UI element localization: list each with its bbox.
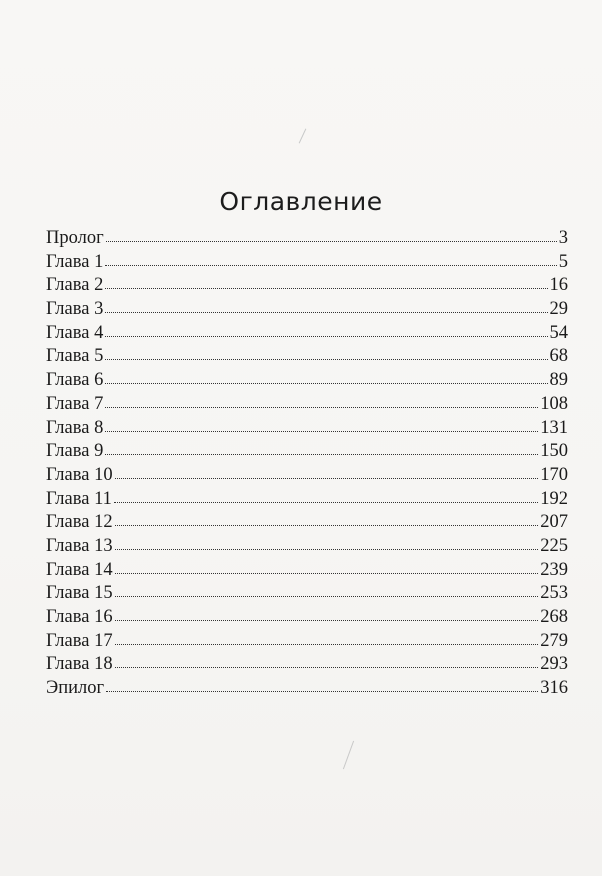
toc-entry-label: Глава 5 xyxy=(46,346,104,367)
toc-entry-label: Глава 1 xyxy=(46,251,104,272)
toc-entry-label: Глава 7 xyxy=(46,393,104,414)
paper-scratch-mark xyxy=(343,741,354,770)
toc-entry xyxy=(46,511,568,535)
toc-entry-page: 108 xyxy=(540,393,568,414)
toc-entry-page: 239 xyxy=(540,559,568,580)
toc-entry xyxy=(46,274,568,298)
toc-dot-leader xyxy=(115,666,539,668)
toc-entry-page: 89 xyxy=(549,370,568,391)
toc-entry-page: 225 xyxy=(540,535,568,556)
toc-dot-leader xyxy=(115,524,539,526)
toc-dot-leader xyxy=(106,240,557,242)
toc-entry-label: Глава 8 xyxy=(46,417,104,438)
toc-entry-page: 68 xyxy=(549,346,568,367)
toc-entry xyxy=(46,488,568,512)
toc-entry-label: Глава 6 xyxy=(46,370,104,391)
toc-entry-label: Пролог xyxy=(46,228,104,248)
toc-entry-label: Глава 3 xyxy=(46,299,104,320)
toc-entry xyxy=(46,653,568,677)
toc-entry-label: Глава 17 xyxy=(46,630,113,651)
toc-entry xyxy=(46,393,568,417)
toc-entry xyxy=(46,630,568,654)
toc-entry-page: 16 xyxy=(549,275,568,296)
toc-entry-label: Глава 13 xyxy=(46,535,113,556)
toc-entry-label: Глава 14 xyxy=(46,559,113,580)
toc-entry xyxy=(46,298,568,322)
toc-entry-page: 192 xyxy=(540,488,568,509)
paper-scratch-mark xyxy=(299,129,307,144)
toc-entry xyxy=(46,559,568,583)
toc-entry-page: 131 xyxy=(540,417,568,438)
toc-dot-leader xyxy=(115,548,539,550)
toc-dot-leader xyxy=(115,477,539,479)
page-title: Оглавление xyxy=(219,186,383,216)
toc-entry-page: 29 xyxy=(549,299,568,320)
toc-entry-page: 253 xyxy=(540,583,568,604)
toc-entry xyxy=(46,464,568,488)
toc-dot-leader xyxy=(105,287,547,289)
toc-entry xyxy=(46,227,568,251)
toc-entry-page: 207 xyxy=(540,512,568,533)
toc-dot-leader xyxy=(105,430,538,432)
toc-dot-leader xyxy=(115,643,539,645)
toc-entry-page: 279 xyxy=(540,630,568,651)
toc-entry xyxy=(46,345,568,369)
toc-entry-page: 293 xyxy=(540,654,568,675)
toc-entry-page: 54 xyxy=(549,322,568,343)
toc-entry-label: Глава 2 xyxy=(46,275,104,296)
toc-entry xyxy=(46,535,568,559)
toc-dot-leader xyxy=(105,311,547,313)
toc-dot-leader xyxy=(115,595,539,597)
toc-entry-label: Глава 11 xyxy=(46,488,112,509)
toc-entry-page: 150 xyxy=(540,441,568,462)
toc-dot-leader xyxy=(106,690,538,692)
toc-entry xyxy=(46,322,568,346)
table-of-contents xyxy=(46,227,568,701)
toc-dot-leader xyxy=(105,358,547,360)
toc-dot-leader xyxy=(105,335,547,337)
toc-entry xyxy=(46,677,568,701)
toc-dot-leader xyxy=(105,382,547,384)
toc-entry-page: 170 xyxy=(540,464,568,485)
toc-dot-leader xyxy=(105,264,556,266)
toc-entry xyxy=(46,251,568,275)
toc-entry-label: Глава 18 xyxy=(46,654,113,675)
toc-dot-leader xyxy=(115,619,539,621)
toc-entry-label: Глава 15 xyxy=(46,583,113,604)
toc-entry xyxy=(46,606,568,630)
toc-dot-leader xyxy=(105,453,538,455)
toc-entry-page: 268 xyxy=(540,607,568,627)
toc-entry-page: 5 xyxy=(558,251,568,272)
toc-entry-label: Глава 12 xyxy=(46,512,113,533)
toc-entry xyxy=(46,369,568,393)
toc-entry xyxy=(46,417,568,441)
toc-dot-leader xyxy=(114,501,538,503)
toc-entry-label: Эпилог xyxy=(46,678,105,699)
toc-dot-leader xyxy=(105,406,538,408)
toc-entry-label: Глава 4 xyxy=(46,322,104,343)
toc-entry xyxy=(46,440,568,464)
toc-dot-leader xyxy=(115,572,539,574)
toc-entry xyxy=(46,582,568,606)
toc-entry-page: 3 xyxy=(558,228,568,248)
toc-entry-label: Глава 16 xyxy=(46,607,113,627)
toc-entry-label: Глава 9 xyxy=(46,441,104,462)
toc-entry-page: 316 xyxy=(540,678,568,699)
toc-entry-label: Глава 10 xyxy=(46,464,113,485)
